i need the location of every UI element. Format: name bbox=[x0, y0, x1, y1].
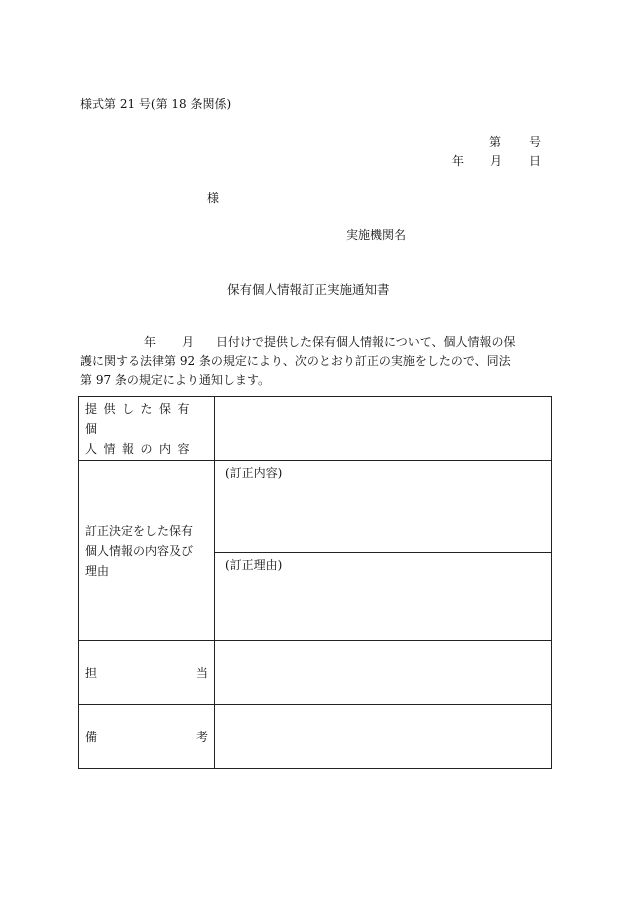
body-line-1-text: 日付けで提供した保有個人情報について、個人情報の保 bbox=[216, 335, 516, 349]
body-line-3: 第 97 条の規定により通知します。 bbox=[80, 373, 270, 387]
document-number-suffix: 号 bbox=[529, 135, 542, 149]
document-number-label: 第 bbox=[489, 135, 502, 149]
addressee-honorific: 様 bbox=[207, 191, 220, 205]
remarks-label-right: 考 bbox=[195, 729, 208, 744]
body-month-label: 月 bbox=[182, 335, 195, 349]
form-number: 様式第 21 号(第 18 条関係) bbox=[80, 97, 232, 111]
table-row-person-in-charge bbox=[79, 641, 552, 705]
date-month-label: 月 bbox=[490, 154, 503, 168]
correction-label-cell bbox=[79, 461, 215, 641]
correction-content-cell[interactable] bbox=[215, 461, 552, 553]
body-line-2: 護に関する法律第 92 条の規定により、次のとおり訂正の実施をしたので、同法 bbox=[80, 354, 511, 368]
table-row-provided-info bbox=[79, 397, 552, 461]
provided-info-label-line1: 提供した保有個 bbox=[85, 401, 197, 436]
remarks-label-left: 備 bbox=[85, 729, 98, 744]
body-line-1 bbox=[80, 333, 550, 352]
correction-content-label: (訂正内容) bbox=[225, 466, 283, 480]
correction-label-line1: 訂正決定をした保有 bbox=[85, 523, 194, 538]
remarks-value-cell[interactable] bbox=[215, 705, 552, 769]
correction-label-line3: 理由 bbox=[85, 563, 110, 578]
date-day-label: 日 bbox=[529, 154, 542, 168]
correction-reason-label: (訂正理由) bbox=[225, 558, 283, 572]
provided-info-value-cell[interactable] bbox=[215, 397, 552, 461]
body-year-label: 年 bbox=[144, 335, 157, 349]
person-in-charge-label-right: 当 bbox=[195, 665, 208, 680]
provided-info-label-cell bbox=[79, 397, 215, 461]
correction-label-line2: 個人情報の内容及び bbox=[85, 543, 194, 558]
agency-name-label: 実施機関名 bbox=[346, 228, 407, 242]
person-in-charge-label-left: 担 bbox=[85, 665, 98, 680]
remarks-label-cell bbox=[79, 705, 215, 769]
notice-details-table bbox=[78, 396, 552, 769]
provided-info-label-line2: 人情報の内容 bbox=[85, 441, 197, 456]
notice-body-text bbox=[80, 333, 550, 390]
table-row-remarks bbox=[79, 705, 552, 769]
date-year-label: 年 bbox=[452, 154, 465, 168]
document-title: 保有個人情報訂正実施通知書 bbox=[227, 282, 390, 297]
table-row-correction bbox=[79, 461, 552, 553]
correction-reason-cell[interactable] bbox=[215, 553, 552, 641]
person-in-charge-value-cell[interactable] bbox=[215, 641, 552, 705]
person-in-charge-label-cell bbox=[79, 641, 215, 705]
